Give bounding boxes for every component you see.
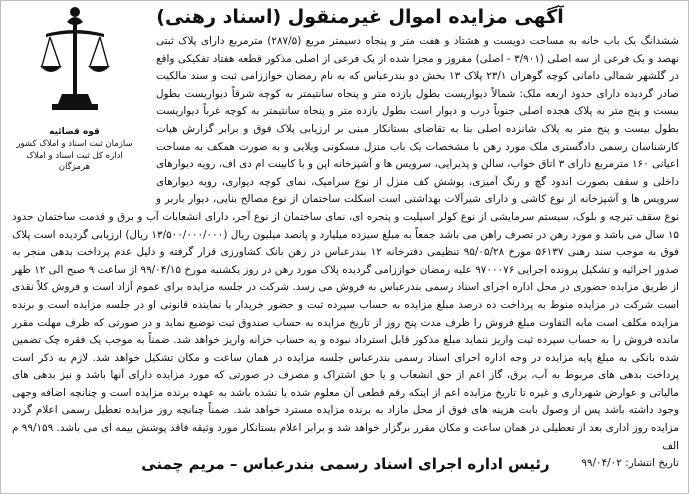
emblem-org-line2: سازمان ثبت اسناد و املاک کشور: [16, 139, 133, 149]
notice-body-text: ششدانگ یک باب خانه به مساحت دویست و هشتاد و هفت متر و پنجاه دسیمتر مربع (۲۸۷/۵) مترمربع دارای پلاک ثبتی نهصد و یک فرعی از سه اصلی (۳/۹۰۱ - اصلی) مفروز و مجزا شده از یک فرعی از اصلی مذکور قطعه هفتاد تفکیکی واقع در گلشهر شمالی دامانی کوچه گوهران ۲۳/۱ پلاک ۱۳ بخش دو بندرعباس که به نام رمضان خواززامی ثبت و سند مالکیت صادر گردیده دارای حدود اربعه ملک: شمالاً دیواریست بطول یازده متر و پنجاه سانتیمتر به کوچه شرقاً دیواریست بطول بیست و پنج متر به پلاک هجده اصلی جنوباً درب و دیوار است بطول یازده متر و پنجاه سانتیمتر به کوچه غرباً دیواریست بطول بیست و پنج متر به پلاک شانزده اصلی بنا به تقاضای بستانکار مبنی بر ارزیابی پلاک فوق و برابر گزارش هیات کارشناسان رسمی دادگستری ملک مورد رهن با مشخصات یک باب منزل مسکونی ویلایی و به صورت همکف به مساحت اعیانی ۱۶۰ مترمربع دارای ۳ اتاق خواب، سالن و پذیرایی، سرویس ها و آشپزخانه اپن و با کابینت ام دی اف، رویه دیوارهای داخلی و سقف بصورت اندود گچ و رنگ آمیزی، پوشش کف منزل از نوع سرامیک، نمای کوچه دیواری، رویه دیوارهای سرویس ها و آشپزخانه از نوع کاشی و دارای شیرآلات بهداشتی است اسکلت ساختمان از نوع مصالح بنایی، دیوار باربر و نوع سقف تیرچه و بلوک، سیستم سرمایشی از نوع کولر اسپلیت و پنجره ای، نمای ساختمان از نوع آجر، دارای انشعابات آب و برق و قدمت ساختمان حدود ۱۵ سال می باشد و مورد رهن در تصرف راهن می باشد جمعاً به مبلغ سیزده میلیارد و پانصد میلیون ریال (۱۳/۵۰۰/۰۰۰/۰۰۰ ریال) ارزیابی گردیده است پلاک فوق به موجب سند رهنی ۵۶۱۳۷ مورخ ۹۵/۰۵/۲۸ تنظیمی دفترخانه ۱۲ بندرعباس در رهن بانک کشاورزی قرار گرفته و دلیل عدم پرداخت بدهی منجر به صدور اجرائیه و تشکیل پرونده اجرایی ۹۷۰۰۰۷۶ علیه رمضان خواززامی گردیده پلاک مورد رهن در روز یکشنبه مورخ ۹۹/۰۴/۱۵ از ساعت ۹ صبح الی ۱۲ ظهر از طریق مزایده حضوری در محل اداره اجرای اسناد رسمی بندرعباس به فروش می رسد. شرکت در جلسه مزایده برای عموم آزاد است و فروش کلاً نقدی است شرکت در مزایده منوط به پرداخت ده درصد مبلغ مزایده به حساب سپرده ثبت و حضور خریدار یا نماینده قانونی او در جلسه مزایده است و برنده مزایده مکلف است مابه التفاوت مبلغ فروش را ظرف مدت پنج روز از تاریخ مزایده به حساب صندوق ثبت توضیع نماید و در صورتی که ظرف مهلت مقرر مانده فروش را به حساب سپرده ثبت واریز ننماید مبلغ مذکور قابل استرداد نبوده و به حساب خزانه واریز خواهد شد. ضمناً به موجب یک فقره چک تضمین شده بانکی به مبلغ پایه مزایده در وجه اداره اجرای اسناد رسمی بندرعباس جلسه مزایده در همان ساعت و مکان تشکیل خواهد شد. لازم به ذکر است پرداخت بدهی های مربوط به آب، برق، گاز اعم از حق انشعاب و یا حق اشتراک و مصرف در صورتی که مورد مزایده دارای آنها باشد و نیز بدهی های مالیاتی و عوارض شهرداری و غیره تا تاریخ مزایده اعم از اینکه رقم قطعی آن معلوم شده یا نشده باشد به عهده برنده مزایده است و چنانچه اضافه وجهی وجود داشته باشد پس از وصول بابت هزینه های فوق از محل مازاد به برنده مزایده مسترد خواهد شد. ضمناً چنانچه روز مزایده تعطیل رسمی اعلام گردد مزایده روز اداری بعد از تعطیلی در همان ساعت و مکان مقرر برگزار خواهد شد و برابر اعلام بستانکار مورد وثیقه فاقد پوشش بیمه ای می باشد. ۹۹/۱۵۹ م الف: [12, 35, 680, 452]
notice-title: آگهی مزایده اموال غیرمنقول (اسناد رهنی): [156, 6, 564, 28]
emblem-space: [16, 33, 156, 198]
emblem-org-line3: اداره کل ثبت اسناد و املاک هرمزگان: [26, 151, 123, 172]
emblem-org-line1: قوه قضائیه: [49, 127, 100, 137]
signature-line: رئیس اداره اجرای اسناد رسمی بندرعباس – مریم چمنی: [141, 455, 550, 473]
notice-body: [12, 33, 679, 473]
publish-date: تاریخ انتشار: ۹۹/۰۴/۰۲: [581, 457, 679, 470]
